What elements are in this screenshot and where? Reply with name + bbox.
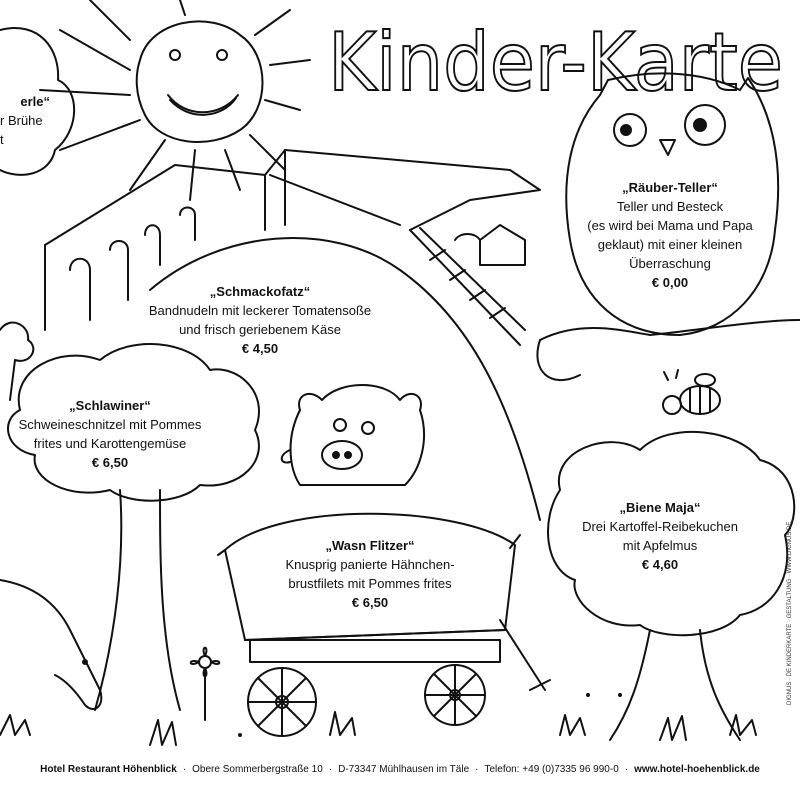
dish-schmackofatz [130, 282, 390, 358]
dish-description: Knusprig panierte Hähnchen- brustfilets mit Pommes frites [285, 557, 455, 591]
dish-name: „Schlawiner“ [69, 398, 151, 413]
dish-raeuber-teller [570, 178, 770, 292]
dish-name: „Wasn Flitzer“ [325, 538, 415, 553]
dish-name: erle“ [20, 94, 50, 109]
flower-icon [191, 648, 220, 720]
hill [150, 238, 540, 520]
footer-hotel-name: Hotel Restaurant Höhenblick [40, 763, 177, 775]
tree-trunk [95, 490, 180, 710]
dish-wasn-flitzer [270, 536, 470, 612]
dish-description: Bandnudeln mit leckerer Tomatensoße und frisch geriebenem Käse [148, 303, 372, 337]
footer-separator: · [182, 763, 187, 775]
footer-website-link[interactable]: www.hotel-hoehenblick.de [634, 763, 760, 775]
bee-icon [663, 370, 720, 414]
page-title: Kinder-Karte [328, 16, 783, 108]
dish-description: r Brühe t [0, 113, 43, 147]
dish-price: € 6,50 [91, 455, 129, 470]
dish-price: € 0,00 [651, 275, 689, 290]
dish-price: € 4,60 [641, 557, 679, 572]
tree-small [0, 323, 33, 400]
dish-name: „Räuber-Teller“ [622, 180, 718, 195]
dish-description: Schweineschnitzel mit Pommes frites und Karottengemüse [18, 417, 202, 451]
footer-city: D-73347 Mühlhausen im Täle [338, 763, 470, 775]
footer-street: Obere Sommerbergstraße 10 [192, 763, 323, 775]
horse-icon [0, 580, 101, 709]
dish-price: € 6,50 [351, 595, 389, 610]
dish-description: Drei Kartoffel-Reibekuchen mit Apfelmus [582, 519, 738, 553]
footer-separator: · [475, 763, 479, 775]
title-lettering [328, 12, 788, 108]
dish-description: Teller und Besteck (es wird bei Mama und Papa geklaut) mit einer kleinen Überraschung [587, 199, 753, 271]
dish-name: „Schmackofatz“ [209, 284, 311, 299]
footer-separator: · [624, 763, 629, 775]
dish-biene-maja [560, 498, 760, 574]
side-credit [777, 445, 793, 705]
pig-icon [282, 385, 424, 485]
dish-schlawiner [0, 396, 220, 472]
side-credit-text: DIGNUS · DE KINDERKARTE · GESTALTUNG · WWW.DIGNUS.DE [787, 521, 793, 705]
dish-name: „Biene Maja“ [619, 500, 701, 515]
dish-price: € 4,50 [241, 341, 279, 356]
grass [0, 712, 756, 745]
footer-separator: · [328, 763, 333, 775]
footer-phone: Telefon: +49 (0)7335 96 990-0 [484, 763, 619, 775]
dish-cut-left [0, 92, 50, 149]
footer [0, 758, 800, 780]
